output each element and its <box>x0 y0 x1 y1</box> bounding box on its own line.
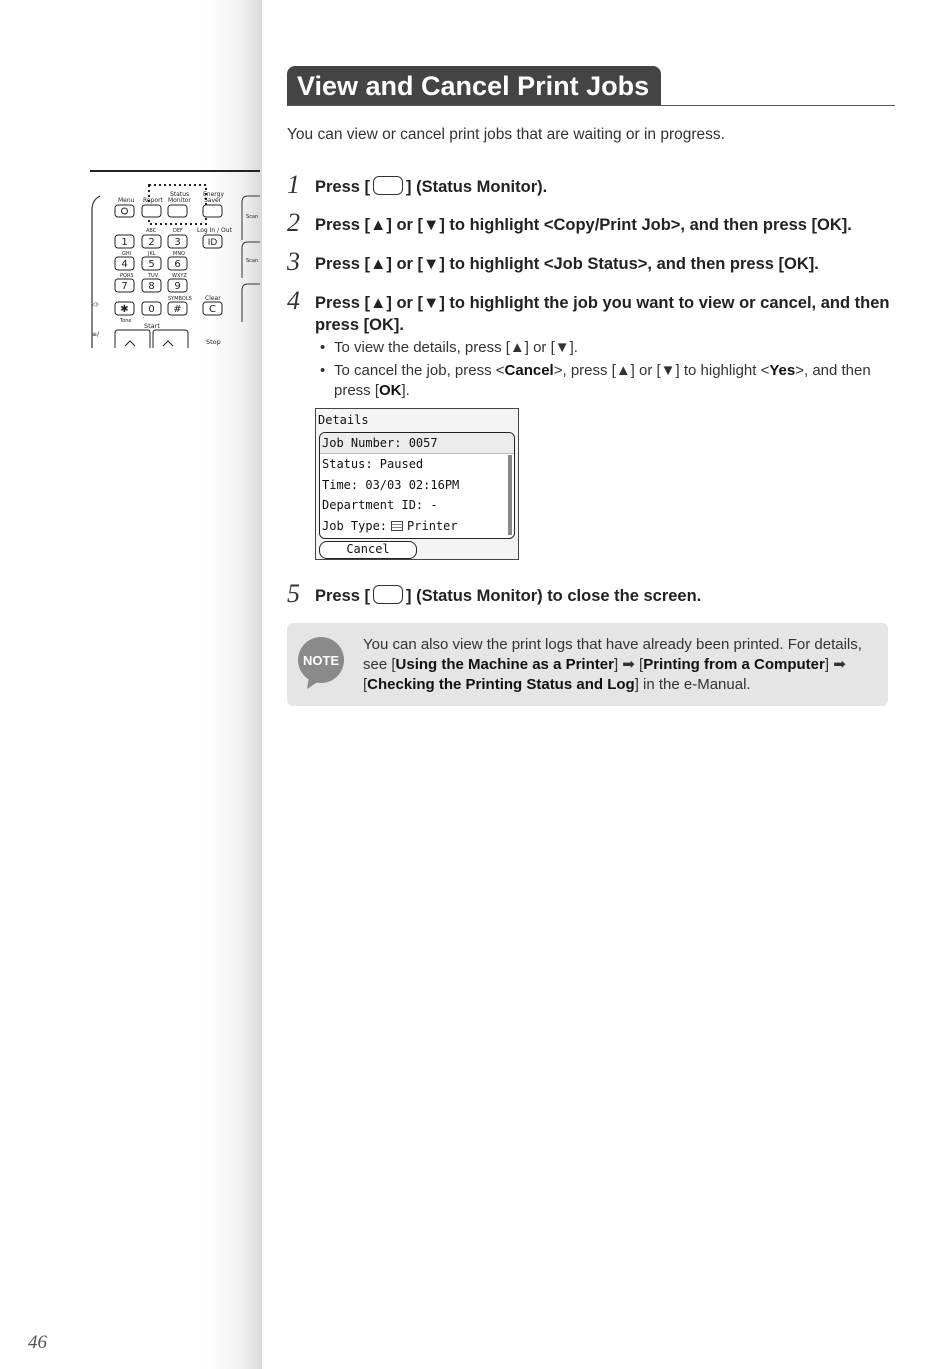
lcd-cancel-button: Cancel <box>319 541 417 559</box>
list-item: Job Type: Printer <box>322 519 458 534</box>
svg-text:Scan: Scan <box>246 214 259 220</box>
svg-text:3: 3 <box>174 237 181 248</box>
svg-text:5: 5 <box>148 259 155 270</box>
svg-text:#: # <box>173 304 182 315</box>
svg-text:2: 2 <box>148 237 155 248</box>
svg-text:WXYZ: WXYZ <box>172 273 187 279</box>
control-panel-illustration <box>90 170 260 348</box>
note-icon <box>295 635 349 691</box>
svg-text:Start: Start <box>144 322 160 330</box>
step-number: 1 <box>287 170 300 199</box>
step-number: 4 <box>287 286 300 315</box>
svg-text:ID: ID <box>207 238 218 248</box>
svg-text:GHI: GHI <box>122 251 132 257</box>
svg-text:✱: ✱ <box>120 304 129 315</box>
list-item: • To view the details, press [▲] or [▼]. <box>320 338 880 358</box>
status-monitor-label-1: Status <box>170 191 190 198</box>
lcd-header: Details <box>318 413 369 427</box>
status-monitor-key-icon <box>373 176 403 195</box>
list-item: • To cancel the job, press <Cancel>, press [▲] or [▼] to highlight <Yes>, and then press [OK]. <box>320 361 880 401</box>
note-box <box>287 623 888 706</box>
log-in-out-label: Log In / Out <box>197 227 232 234</box>
menu-label: Menu <box>118 197 135 204</box>
svg-text:0: 0 <box>148 304 155 315</box>
svg-text:ABC: ABC <box>146 228 157 234</box>
step-4-bullets <box>320 338 880 404</box>
step-text: Press [▲] or [▼] to highlight <Job Status>, and then press [OK]. <box>315 255 819 273</box>
svg-text:4: 4 <box>121 259 128 270</box>
energy-saver-label-1: Energy <box>203 191 225 198</box>
svg-text:Clear: Clear <box>205 295 221 302</box>
svg-text:PQRS: PQRS <box>120 273 134 279</box>
status-monitor-key-icon <box>373 585 403 604</box>
list-item: Department ID: - <box>322 498 438 513</box>
step-number: 5 <box>287 579 300 608</box>
svg-text:Scan: Scan <box>246 258 259 264</box>
svg-text:1: 1 <box>121 237 128 248</box>
svg-text:◁›: ◁› <box>92 301 100 308</box>
page-number: 46 <box>28 1332 47 1353</box>
svg-text:C: C <box>209 304 216 315</box>
title-underline <box>287 105 895 106</box>
step-text: Press [▲] or [▼] to highlight <Copy/Print Job>, and then press [OK]. <box>315 216 852 234</box>
printer-icon <box>391 521 403 531</box>
svg-text:7: 7 <box>121 281 128 292</box>
svg-text:Stop: Stop <box>206 338 221 346</box>
page-title-bar <box>287 66 895 106</box>
svg-text:TUV: TUV <box>148 273 159 279</box>
svg-text:6: 6 <box>174 259 181 270</box>
step-number: 3 <box>287 247 300 276</box>
svg-text:DEF: DEF <box>173 228 183 234</box>
status-monitor-label-2: Monitor <box>168 197 191 204</box>
svg-text:8: 8 <box>148 281 155 292</box>
svg-text:MNO: MNO <box>173 251 185 257</box>
note-text: You can also view the print logs that have already been printed. For details, see [Using the Machine as a Printer] ➡ [Printing from a Computer] ➡ [Checking the Printing Status and Log] in the e-Manual. <box>363 636 862 693</box>
list-item: Job Number: 0057 <box>320 433 514 454</box>
page-title: View and Cancel Print Jobs <box>287 66 661 106</box>
step-text: Press [▲] or [▼] to highlight the job you want to view or cancel, and then press [OK]. <box>315 294 890 334</box>
report-label: Report <box>143 197 163 204</box>
svg-text:JKL: JKL <box>148 251 156 257</box>
svg-text:9: 9 <box>174 281 181 292</box>
svg-text:SYMBOLS: SYMBOLS <box>168 296 192 302</box>
lcd-details-screen <box>315 408 519 560</box>
energy-saver-label-2: Saver <box>204 197 222 204</box>
svg-text:Tone: Tone <box>120 318 132 324</box>
list-item: Time: 03/03 02:16PM <box>322 477 460 492</box>
svg-text:≡/: ≡/ <box>92 331 100 338</box>
lcd-scrollbar <box>508 455 512 535</box>
note-badge-label: NOTE <box>302 653 340 668</box>
list-item: Status: Paused <box>322 456 424 471</box>
lcd-detail-list <box>319 432 515 539</box>
intro-text: You can view or cancel print jobs that are waiting or in progress. <box>287 126 725 143</box>
step-number: 2 <box>287 208 300 237</box>
